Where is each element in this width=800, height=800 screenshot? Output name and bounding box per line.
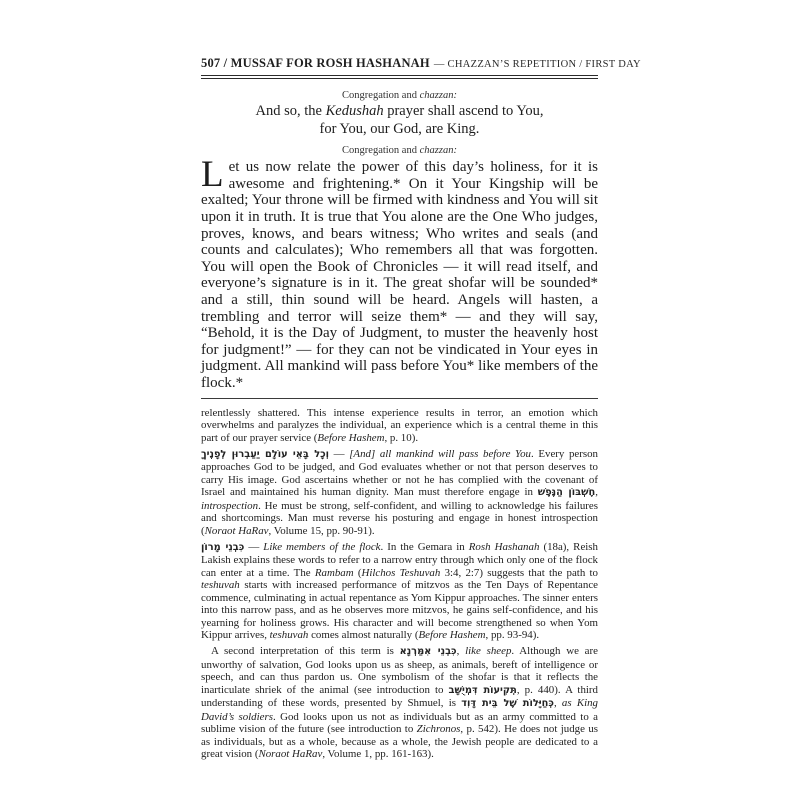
commentary-section bbox=[201, 407, 598, 761]
kedushah-line-1: And so, the Kedushah prayer shall ascend to You, bbox=[255, 103, 544, 120]
commentary-divider bbox=[201, 398, 598, 399]
prayer-book-page bbox=[201, 0, 641, 764]
unesaneh-tokef-paragraph bbox=[201, 154, 598, 391]
rubric-congregation-2: Congregation and chazzan: bbox=[342, 145, 457, 157]
header-section-label: — CHAZZAN’S REPETITION / FIRST DAY bbox=[433, 59, 641, 70]
prayer-text: et us now relate the power of this day’s holiness, for it is awesome and frightening.* On it Your Kingship will be exalted; Your throne will be firmed with kindness and You will sit upon it in truth. It is true that You alone are the One Who judges, proves, knows, and bears witness; Who writes and seals (and counts and calculates); Who remembers all that was forgotten. You will open the Book of Chronicles — it will read itself, and everyone’s signature is in it. The great shofar will be sounded* and a still, thin sound will be heard. Angels will hasten, a trembling and terror will seize them* — and they will say, “Behold, it is the Day of Judgment, to muster the heavenly host for judgment!” — for they can not be vindicated in Your eyes in judgment. All mankind will pass before You* like members of the flock.* bbox=[201, 159, 598, 391]
commentary-paragraph-2: וְכָל בָּאֵי עוֹלָם יַעַבְרוּן לְפָנֶיךָ — [And] all mankind will pass before You. Every person approaches God to be judged, and God evaluates whether or not that person deserves to carry His image. God ascertains whether or not he has complied with the covenant of Israel and maintained his human dignity. Man must therefore engage in חֶשְׁבּוֹן הַנֶּפֶשׁ, introspection. He must be strong, self-confident, and willing to acknowledge his failures and shortcomings. Man must reverse his posturing and engage in honest introspection (Noraot HaRav, Volume 15, pp. 90-91). bbox=[201, 447, 598, 537]
header-rule bbox=[201, 75, 598, 79]
rubric-congregation-1: Congregation and chazzan: bbox=[342, 90, 457, 102]
page-number-and-title: 507 / MUSSAF FOR ROSH HASHANAH bbox=[201, 56, 430, 70]
commentary-paragraph-1: relentlessly shattered. This intense experience results in terror, an emotion which overwhelms and paralyzes the individual, an experience which is a central theme in this part of our prayer service (Before Hashem, p. 10). bbox=[201, 406, 598, 444]
kedushah-line-2: for You, our God, are King. bbox=[319, 121, 480, 138]
commentary-paragraph-3: כִּבְנֵי מָרוֹן — Like members of the flock. In the Gemara in Rosh Hashanah (18a), Reish Lakish explains these words to refer to a narrow entry through which only one of the flock can enter at a time. The Rambam (Hilchos Teshuvah 3:4, 2:7) suggests that the path to teshuvah starts with increased performance of mitzvos as the Ten Days of Repentance commence, culminating in actual repentance as Yom Kippur approaches. The sinner enters into this narrow pass, and as he observes more mitzvos, he gains self-confidence, and his yearning for holiness grows. His character and will become strengthened so when Yom Kippur arrives, teshuvah comes almost naturally (Before Hashem, pp. 93-94). bbox=[201, 540, 598, 641]
page-header bbox=[201, 56, 641, 72]
commentary-paragraph-4: A second interpretation of this term is כִּבְנֵי אִמַּרְנָא, like sheep. Although we are unworthy of salvation, God looks upon us as sheep, as animals, bereft of intelligence or speech, and can thus pardon us. One symbolism of the shofar is that it reflects the inarticulate shriek of the animal (see introduction to תְּקִיעוֹת דִּמְיֻשָּׁב, p. 440). A third understanding of these words, presented by Shmuel, is כְּחַיָּלוֹת שֶׁל בֵּית דָּוִד, as King David’s soldiers. God looks upon us not as individuals but as an army committed to a sublime vision of the future (see introduction to Zichronos, p. 542). He does not judge us as individuals, but as a whole, because as a whole, the Jewish people are dedicated to a great vision (Noraot HaRav, Volume 1, pp. 161-163). bbox=[201, 645, 599, 760]
drop-cap: L bbox=[201, 154, 224, 196]
